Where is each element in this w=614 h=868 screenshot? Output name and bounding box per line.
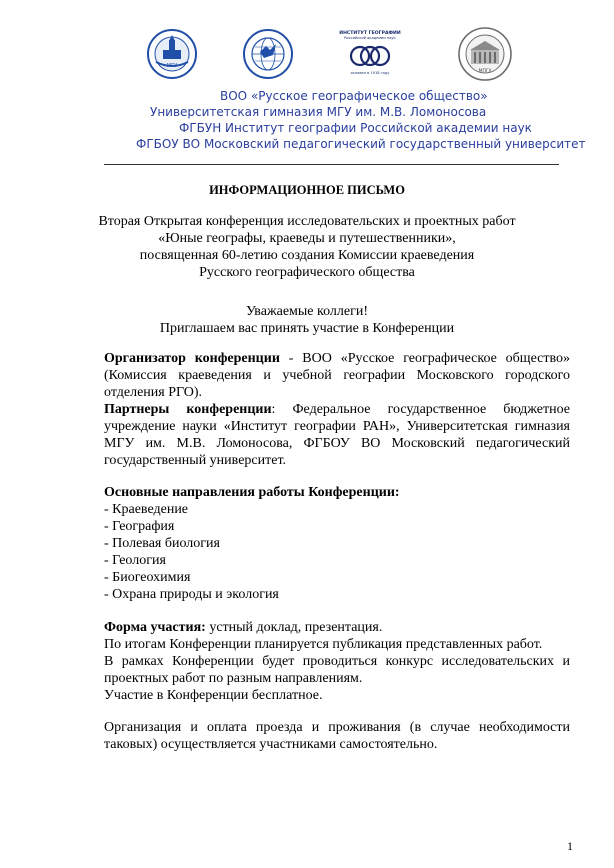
mpgu-logo [457,26,513,82]
organizer-label: Организатор конференции [104,351,280,366]
rgo-logo [242,28,294,80]
institute-logo-founded: основан в 1918 году [350,71,390,75]
institute-logo-title: ИНСТИТУТ ГЕОГРАФИИ [339,31,401,36]
publication-text: По итогам Конференции планируется публикация представленных работ. [104,637,543,652]
org-line-rgo: ВОО «Русское географическое общество» [220,89,488,103]
greeting-line: Уважаемые коллеги! [245,304,369,319]
greeting-block [0,303,614,337]
partners-label: Партнеры конференции [104,402,272,417]
conference-line: «Юные географы, краеведы и путешественники», [158,231,456,246]
gymnasium-logo-sub: МГУ [166,63,178,69]
conference-title-block [0,213,614,281]
org-line-institute: ФГБУН Институт географии Российской академии наук [179,121,532,135]
list-item: - Биогеохимия [104,570,191,585]
gymnasium-logo [146,28,198,80]
list-item: - Краеведение [104,502,189,517]
institute-logo-sub: Российской академии наук [344,36,396,40]
directions-list [104,501,570,603]
page-number: 1 [567,839,573,853]
directions-heading: Основные направления работы Конференции: [104,485,400,500]
invitation-line: Приглашаем вас принять участие в Конференции [159,321,455,336]
free-participation-text: Участие в Конференции бесплатное. [104,688,323,703]
participation-form-block [104,619,570,704]
mpgu-logo-text: МПГУ [478,69,492,74]
travel-text: Организация и оплата проезда и проживания (в случае необходимости таковых) осуществляется участниками самостоятельно. [104,720,570,752]
header-divider [104,164,559,165]
partners-paragraph [104,401,570,469]
list-item: - Охрана природы и экология [104,587,279,602]
contest-text: В рамках Конференции будет проводиться конкурс исследовательских и проектных работ по разным направлениям. [104,654,570,686]
institute-geography-logo [334,28,406,78]
list-item: - География [104,519,175,534]
document-title: ИНФОРМАЦИОННОЕ ПИСЬМО [209,183,405,197]
list-item: - Геология [104,553,166,568]
org-line-gymnasium: Университетская гимназия МГУ им. М.В. Ломоносова [150,105,487,119]
travel-paragraph [104,719,570,753]
form-text: устный доклад, презентация. [205,620,383,635]
conference-line: Вторая Открытая конференция исследовательских и проектных работ [98,214,516,229]
form-label: Форма участия: [104,620,206,635]
conference-line: Русского географического общества [199,265,415,280]
organizer-paragraph [104,350,570,401]
conference-line: посвященная 60-летию создания Комиссии краеведения [139,248,475,263]
list-item: - Полевая биология [104,536,220,551]
organizer-text: - ВОО «Русское географическое общество» (Комиссия краеведения и учебной географии Московского городского отделения РГО). [104,351,570,400]
org-line-mpgu: ФГБОУ ВО Московский педагогический государственный университет [136,137,586,151]
partners-text: : Федеральное государственное бюджетное учреждение науки «Институт географии РАН», Университетская гимназия МГУ им. М.В. Ломоносова, ФГБОУ ВО Московский педагогический государственный университет. [104,402,570,468]
